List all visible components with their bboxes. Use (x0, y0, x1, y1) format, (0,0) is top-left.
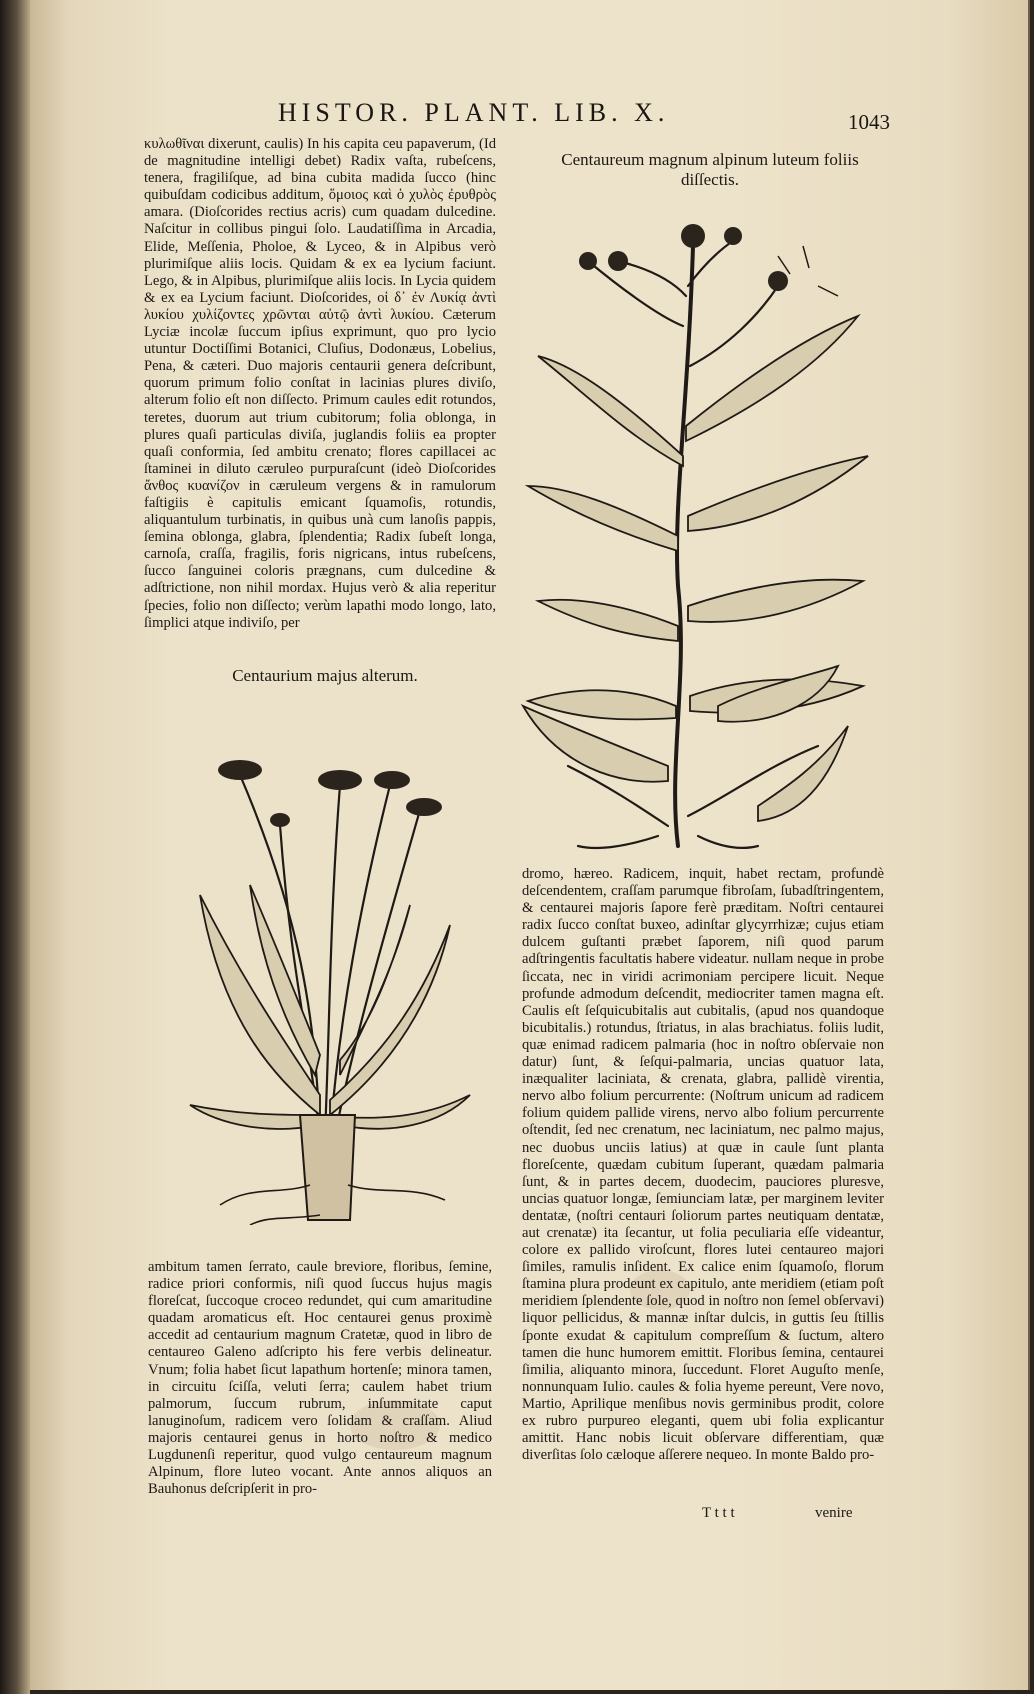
woodcut-centaurium-majus-alterum (180, 715, 480, 1225)
text-column-lower-left (148, 1259, 492, 1498)
text-column-upper-left (144, 136, 496, 632)
running-title: HISTOR. PLANT. LIB. X. (278, 98, 670, 127)
paragraph: κυλωθῖναι dixerunt, caulis) In his capita ceu papaverum, (Id de magnitudine intelligi debet) Radix vaſta, rubeſcens, tenera, fragiliſque, ad bina cubita madida ſucco (hinc quibuſdam codicibus additum, ὅμοιος καὶ ὁ χυλὸς ἐρυθρὸς amara. (Dioſcorides rectius acris) cum quadam dulcedine. Naſcitur in collibus pingui ſolo. Laudatiſſima in Arcadia, Elide, Meſſenia, Pholoe, & Lyceo, & in Alpibus verò plurimiſque aliis locis. Quidam & ex ea lycium faciunt. Lego, & in Alpibus, plurimiſque aliis locis. In Lycia quidem & ex ea Lycium faciunt. Dioſcorides, οἱ δ᾽ ἐν Λυκίᾳ ἀντὶ λυκίου χυλίζοντες χρῶνται αὐτῷ ἀντὶ λυκίου. Cæterum Lyciæ incolæ ſuccum ipſius exprimunt, quo pro lycio utuntur Doctiſſimi Botanici, Cluſius, Dodonæus, Lobelius, Pena, & cæteri. Duo majoris centaurii genera deſcribunt, quorum primum folio conſtat in lacinias plures diviſo, alterum folio eſt non diſſecto. Primum caules edit rotundos, teretes, duorum aut trium cubitorum; folia oblonga, in plures quaſi particulas diviſa, juglandis foliis ea propter quaſi conformia, ſed ambitu crenato; flores capillacei ac ſtaminei in diluto cæruleo purpuraſcunt (ideò Dioſcorides ἄνθος κυανίζον in cæruleum vergens & in ramulorum faſtigiis è capitulis emicant ſquamoſis, rotundis, aliquantulum turbinatis, in quibus unà cum lanoſis pappis, ſemina oblonga, glabra, ſplendentia; Radix ſubeſt longa, carnoſa, craſſa, fragilis, foris nigricans, intus rubeſcens, ſucco ſanguinei coloris prægnans, cum dulcedine & adſtrictione, non nihil mordax. Hujus verò & alia reperitur ſpecies, folio non diſſecto; verùm lapathi modo longo, lato, ſimplici atque indiviſo, per (144, 136, 496, 631)
paragraph: ambitum tamen ſerrato, caule breviore, floribus, ſemine, radice priori conformis, niſi quod ſuccus hujus magis floreſcat, ſuccoque croceo redundet, qui cum amaritudine quadam aromaticus eſt. Hoc centaurei genus proximè accedit ad centaurium magnum Cratetæ, quod in libro de centaureo Galeno adſcripto his fere verbis delineatur. Vnum; folia habet ſicut lapathum hortenſe; minora tamen, in circuitu ſciſſa, veluti ſerra; caulem habet trium palmorum, ſuccum rubrum, inſummitate caput lanuginoſum, radicem vero ſolidam & craſſam. Aliud majoris centaurei genus in horto noſtro & medico Lugdunenſi reperitur, quod vulgo centaureum magnum Alpinum, flore luteo vocant. Ante annos aliquos an Bauhonus deſcripſerit in pro- (148, 1259, 492, 1498)
book-gutter (0, 0, 30, 1694)
figure-caption-lower-left: Centaurium majus alterum. (232, 666, 418, 685)
catchword: venire (815, 1505, 853, 1521)
paragraph: dromo, hæreo. Radicem, inquit, habet rectam, profundè deſcendentem, craſſam parumque fibroſam, ſubadſtringentem, & centaurei majoris ſapore ferè præditam. Noſtri centaurei radix ſucco conſtat buxeo, adinſtar glycyrrhizæ; cujus etiam dulcem guſtanti præbet ſaporem, niſi quod parum adſtringentis facultatis habere videatur. nullam neque in probe ſiccata, nec in viridi acrimoniam percipere licuit. Neque profunde admodum deſcendit, mediocriter tamen magna eſt. Caulis eſt ſeſquicubitalis aut cubitalis, (apud nos quandoque bicubitalis.) rotundus, ſtriatus, in alas brachiatus. foliis ludit, quæ enimad radicem palmaria (hoc in noſtro obſervaie non datur) ſunt, & ſeſqui-palmaria, uncias quatuor lata, inæqualiter laciniata, & crenata, glabra, pallidè virentia, nervo albo folium percurrente: (Noſtrum unicum ad radicem folium quidem pallide virens, nervo albo folium percurrente oſtendit, ſed nec crenatum, nec laciniatum, nec palmo majus, nec duobus unciis latius) at quæ in caule ſunt planta floreſcente, quædam cubitum ſuperant, quædam palmaria ſunt, & in partes decem, duodecim, pauciores pluresve, uncias quatuor longæ, ſemiunciam latæ, per marginem leviter dentatæ, (noſtri centauri ſoliorum partes neutiquam dentatæ, aut crenatæ) ita ſecantur, ut folia peculiaria eſſe videantur, colore ex pallido viroſcunt, flores lutei centaureo majori ſimiles, ramulis inſident. Ex calice enim ſquamoſo, florum ſtamina plura prodeunt ex capitulo, ante meridiem (etiam poſt meridiem ſplendente ſole, quod in noſtro non ſemel obſervavi) liquor pellicidus, & mannæ inſtar dulcis, in guttis ſeu ſtillis ſponte exudat & capitulum compreſſum & ſuctum, altero tamen die hunc humorem emittit. Floribus ſemina, centaurei ſimilia, aliquanto minora, ſuccedunt. Floret Auguſto menſe, nonnunquam Iulio. caules & folia hyeme pereunt, Vere novo, Martio, Aprilique menſibus novis germinibus prodit, colore ex rubro purpureo eleganti, quem ubi folia explicantur amittit. Hanc nobis licuit obſervare differentiam, quæ diverſitas ſolo cæloque aſſerere nequeo. In monte Baldo pro- (522, 866, 884, 1464)
page-number: 1043 (848, 110, 890, 134)
woodcut-centaureum-alpinum (518, 206, 878, 856)
text-column-lower-right (522, 866, 884, 1464)
signature-mark: T t t t (702, 1505, 735, 1521)
figure-caption-upper-right: Centaureum magnum alpinum luteum foliis diſſectis. (561, 150, 859, 189)
